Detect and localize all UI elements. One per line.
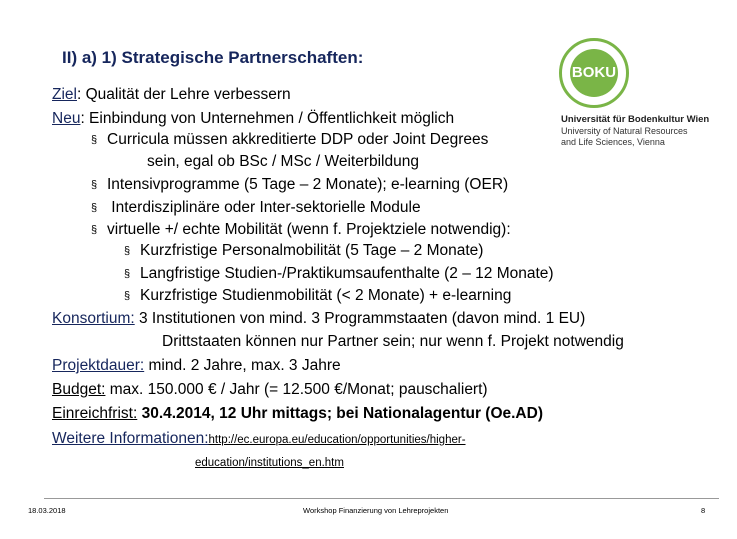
logo-subtitle-line-2: and Life Sciences, Vienna <box>561 137 665 147</box>
bullet-3 <box>91 199 421 217</box>
info-link-part-2[interactable]: education/institutions_en.htm <box>195 457 344 469</box>
slide-title: II) a) 1) Strategische Partnerschaften: <box>62 48 364 67</box>
logo-emblem-ring <box>559 38 629 108</box>
footer-page-number: 8 <box>701 506 706 515</box>
ziel-label: Ziel <box>52 86 77 103</box>
bullet-glyph: § <box>124 290 131 302</box>
logo-subtitle <box>561 126 688 148</box>
bullet-glyph: § <box>91 134 98 146</box>
budget-label: Budget: <box>52 381 106 398</box>
footer-date: 18.03.2018 <box>28 506 66 515</box>
sub-bullet-3-text: Kurzfristige Studienmobilität (< 2 Monate) + e-learning <box>140 287 512 304</box>
bullet-1-continuation: sein, egal ob BSc / MSc / Weiterbildung <box>147 153 419 170</box>
bullet-2 <box>91 176 508 194</box>
logo-university-name: Universität für Bodenkultur Wien <box>561 114 710 125</box>
konsortium-continuation: Drittstaaten können nur Partner sein; nur wenn f. Projekt notwendig <box>162 333 624 350</box>
ziel-text: : Qualität der Lehre verbessern <box>76 86 291 103</box>
projektdauer-line <box>52 357 341 375</box>
bullet-3-text: Interdisziplinäre oder Inter-sektorielle Module <box>107 199 421 216</box>
einreichfrist-line <box>52 405 543 423</box>
konsortium-text: 3 Institutionen von mind. 3 Programmstaaten (davon mind. 1 EU) <box>134 310 586 327</box>
bullet-1 <box>91 131 488 149</box>
boku-logo <box>551 38 719 158</box>
bullet-glyph: § <box>91 202 98 214</box>
bullet-4-text: virtuelle +/ echte Mobilität (wenn f. Projektziele notwendig): <box>107 221 511 238</box>
projektdauer-text: mind. 2 Jahre, max. 3 Jahre <box>144 357 341 374</box>
sub-bullet-2 <box>124 265 554 283</box>
info-link[interactable]: http://ec.europa.eu/education/opportunities/higher- <box>208 434 466 446</box>
konsortium-label: Konsortium: <box>52 310 135 327</box>
footer-divider <box>44 498 719 499</box>
footer-title: Workshop Finanzierung von Lehreprojekten <box>303 506 449 515</box>
neu-label: Neu <box>52 110 81 127</box>
bullet-1-text: Curricula müssen akkreditierte DDP oder Joint Degrees <box>107 131 489 148</box>
sub-bullet-1-text: Kurzfristige Personalmobilität (5 Tage – 2 Monate) <box>140 242 484 259</box>
sub-bullet-3 <box>124 287 511 305</box>
konsortium-line <box>52 310 585 328</box>
logo-subtitle-line-1: University of Natural Resources <box>561 126 688 136</box>
bullet-glyph: § <box>124 245 131 257</box>
einreichfrist-label: Einreichfrist: <box>52 405 138 422</box>
bullet-glyph: § <box>124 268 131 280</box>
budget-line <box>52 381 488 399</box>
weitere-label: Weitere Informationen: <box>52 430 209 447</box>
sub-bullet-1 <box>124 242 483 260</box>
bullet-2-text: Intensivprogramme (5 Tage – 2 Monate); e-learning (OER) <box>107 176 509 193</box>
budget-text: max. 150.000 € / Jahr (= 12.500 €/Monat; pauschaliert) <box>105 381 488 398</box>
projektdauer-label: Projektdauer: <box>52 357 145 374</box>
ziel-line <box>52 86 291 104</box>
neu-text: : Einbindung von Unternehmen / Öffentlichkeit möglich <box>80 110 455 127</box>
bullet-glyph: § <box>91 179 98 191</box>
bullet-glyph: § <box>91 224 98 236</box>
bullet-4 <box>91 221 511 239</box>
logo-emblem: BOKU <box>570 49 618 97</box>
einreichfrist-text: 30.4.2014, 12 Uhr mittags; bei Nationalagentur (Oe.AD) <box>137 405 543 422</box>
weitere-line <box>52 430 466 449</box>
sub-bullet-2-text: Langfristige Studien-/Praktikumsaufenthalte (2 – 12 Monate) <box>140 265 554 282</box>
info-link-continuation[interactable] <box>195 457 344 469</box>
neu-line <box>52 110 454 128</box>
